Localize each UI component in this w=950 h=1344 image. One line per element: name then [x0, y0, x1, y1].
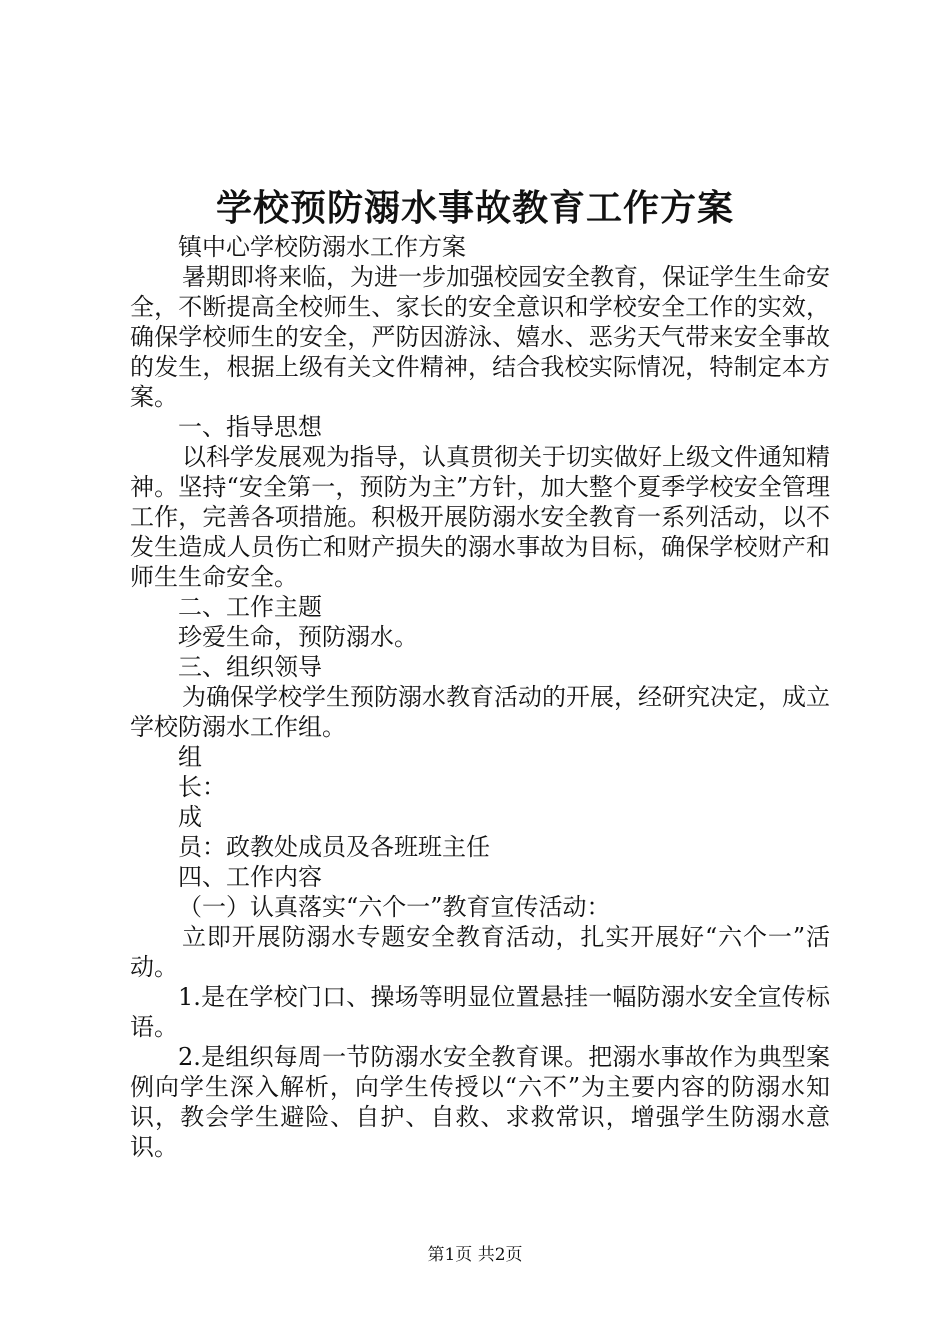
paragraph-member-label-1: 成	[178, 803, 202, 831]
section-heading-organization: 三、组织领导	[178, 653, 322, 681]
subsection-heading-six-ones: （一）认真落实“六个一”教育宣传活动：	[178, 893, 611, 921]
paragraph-organization: 为确保学校学生预防溺水教育活动的开展，经研究决定，成立学校防溺水工作组。	[130, 683, 830, 741]
section-heading-work-content: 四、工作内容	[178, 863, 322, 891]
document-body	[130, 232, 830, 1162]
section-heading-work-theme: 二、工作主题	[178, 593, 322, 621]
paragraph-guiding-ideology: 以科学发展观为指导，认真贯彻关于切实做好上级文件通知精神。坚持“安全第一，预防为主”方针，加大整个夏季学校安全管理工作，完善各项措施。积极开展防溺水安全教育一系列活动，以不发生造成人员伤亡和财产损失的溺水事故为目标，确保学校财产和师生生命安全。	[130, 443, 830, 591]
list-item-1: 1.是在学校门口、操场等明显位置悬挂一幅防溺水安全宣传标语。	[130, 983, 830, 1041]
page-footer: 第1页 共2页	[427, 1245, 523, 1265]
document-title: 学校预防溺水事故教育工作方案	[215, 187, 734, 229]
paragraph-leader-label-1: 组	[178, 743, 202, 771]
paragraph-intro: 暑期即将来临，为进一步加强校园安全教育，保证学生生命安全，不断提高全校师生、家长的安全意识和学校安全工作的实效，确保学校师生的安全，严防因游泳、嬉水、恶劣天气带来安全事故的发生，根据上级有关文件精神，结合我校实际情况，特制定本方案。	[130, 263, 830, 411]
paragraph-subtitle: 镇中心学校防溺水工作方案	[178, 233, 466, 261]
paragraph-work-theme: 珍爱生命，预防溺水。	[178, 623, 418, 651]
section-heading-guiding-ideology: 一、指导思想	[178, 413, 322, 441]
paragraph-six-ones: 立即开展防溺水专题安全教育活动，扎实开展好“六个一”活动。	[130, 923, 830, 981]
list-item-2: 2.是组织每周一节防溺水安全教育课。把溺水事故作为典型案例向学生深入解析，向学生传授以“六不”为主要内容的防溺水知识，教会学生避险、自护、自救、求救常识，增强学生防溺水意识。	[130, 1043, 830, 1161]
paragraph-member-label-2: 员：政教处成员及各班班主任	[178, 833, 490, 861]
paragraph-leader-label-2: 长：	[178, 773, 226, 801]
